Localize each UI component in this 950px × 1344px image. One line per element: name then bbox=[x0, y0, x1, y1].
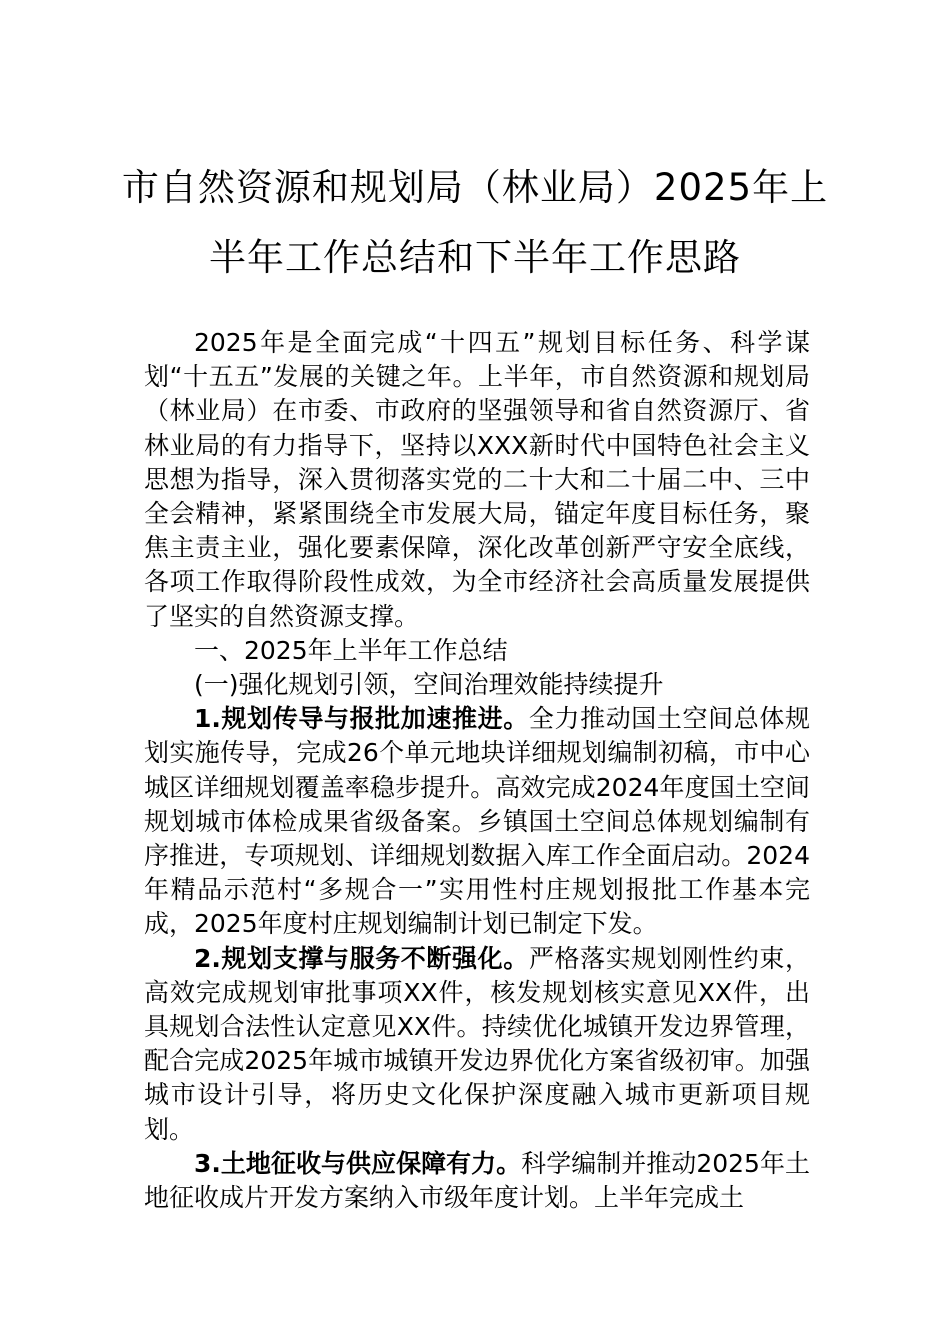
subsection-heading: (一)强化规划引领，空间治理效能持续提升 bbox=[194, 670, 664, 700]
section-heading: 一、2025年上半年工作总结 bbox=[194, 635, 508, 665]
document-title-line-2: 半年工作总结和下半年工作思路 bbox=[209, 236, 741, 279]
item-2-paragraph bbox=[144, 942, 810, 1147]
document-body bbox=[144, 326, 810, 1215]
item-1-paragraph bbox=[144, 702, 810, 941]
item-3-text: 科学编制并推动2025年土地征收成片开发方案纳入市级年度计划。上半年完成土 bbox=[144, 1148, 810, 1213]
intro-paragraph: 2025年是全面完成“十四五”规划目标任务、科学谋划“十五五”发展的关键之年。上半年，市自然资源和规划局（林业局）在市委、市政府的坚强领导和省自然资源厅、省林业局的有力指导下，坚持以XXX新时代中国特色社会主义思想为指导，深入贯彻落实党的二十大和二十届二中、三中全会精神，紧紧围绕全市发展大局，锚定年度目标任务，聚焦主责主业，强化要素保障，深化改革创新严守安全底线，各项工作取得阶段性成效，为全市经济社会高质量发展提供了坚实的自然资源支撑。 bbox=[144, 328, 810, 631]
item-1-heading: 1.规划传导与报批加速推进。 bbox=[194, 704, 529, 734]
document-title-line-1: 市自然资源和规划局（林业局）2025年上 bbox=[121, 166, 829, 209]
item-3-heading: 3.土地征收与供应保障有力。 bbox=[194, 1148, 522, 1178]
item-1-text: 全力推动国土空间总体规划实施传导，完成26个单元地块详细规划编制初稿，市中心城区详细规划覆盖率稳步提升。高效完成2024年度国土空间规划城市体检成果省级备案。乡镇国土空间总体规划编制有序推进，专项规划、详细规划数据入库工作全面启动。2024年精品示范村“多规合一”实用性村庄规划报批工作基本完成，2025年度村庄规划编制计划已制定下发。 bbox=[144, 704, 810, 939]
item-2-heading: 2.规划支撑与服务不断强化。 bbox=[194, 943, 529, 973]
item-2-text: 严格落实规划刚性约束，高效完成规划审批事项XX件，核发规划核实意见XX件，出具规划合法性认定意见XX件。持续优化城镇开发边界管理，配合完成2025年城市城镇开发边界优化方案省级初审。加强城市设计引导，将历史文化保护深度融入城市更新项目规划。 bbox=[144, 943, 810, 1144]
item-3-paragraph bbox=[144, 1147, 810, 1215]
